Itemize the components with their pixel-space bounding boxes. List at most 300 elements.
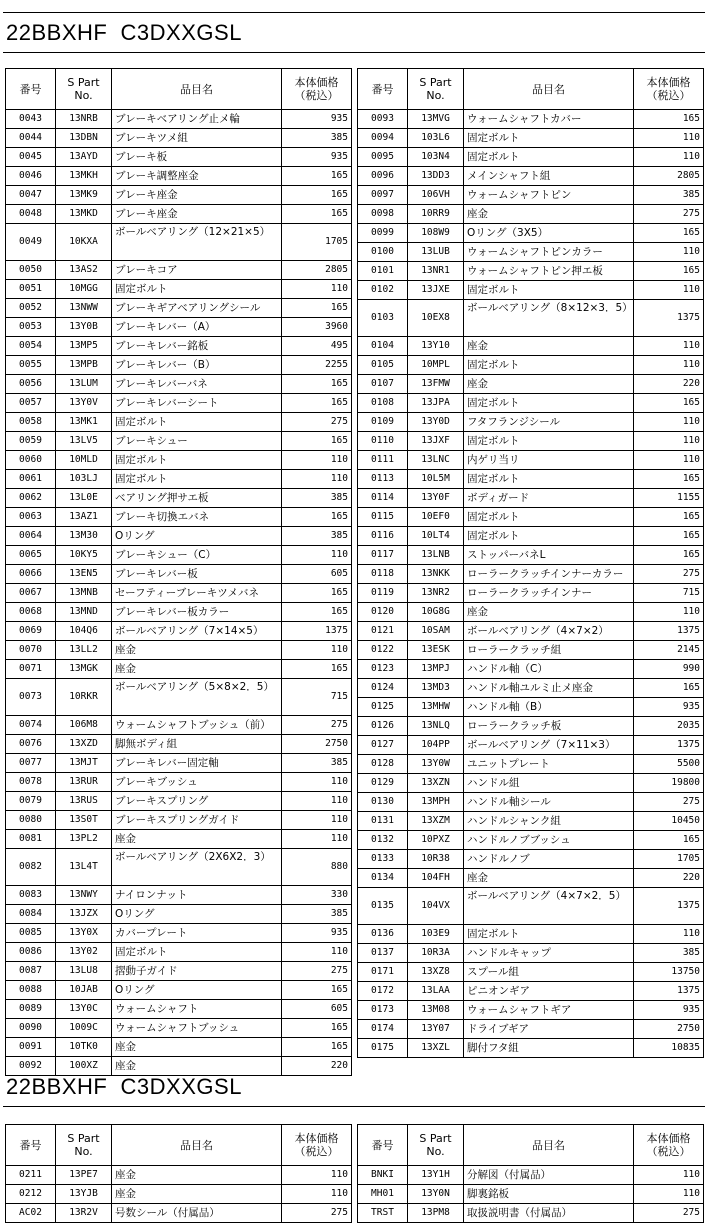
row-number: 0174 [358,1020,408,1039]
table-row [6,508,352,527]
table-row [6,148,352,167]
row-price: 2750 [282,735,352,754]
row-number: 0113 [358,470,408,489]
row-number: 0103 [358,300,408,337]
table-row [6,1038,352,1057]
row-part-no: 13PM8 [408,1204,464,1223]
row-item-name: Oリング [112,905,282,924]
row-part-no: 13YJB [56,1185,112,1204]
row-number: 0105 [358,356,408,375]
row-price: 2750 [634,1020,704,1039]
row-price: 165 [282,205,352,224]
row-number: 0043 [6,110,56,129]
table-row [358,869,704,888]
row-item-name: ボールベアリング（4×7×2．5） [464,888,634,925]
row-price: 935 [282,110,352,129]
row-part-no: 13RUR [56,773,112,792]
row-item-name: カバープレート [112,924,282,943]
row-number: 0073 [6,679,56,716]
row-price: 165 [282,167,352,186]
row-price: 110 [634,337,704,356]
row-price: 2035 [634,717,704,736]
row-part-no: 13NWW [56,299,112,318]
row-price: 110 [634,1166,704,1185]
row-part-no: 13NKK [408,565,464,584]
row-item-name: 内ゲリ当リ [464,451,634,470]
row-number: 0051 [6,280,56,299]
table-row [358,831,704,850]
row-price: 165 [634,262,704,281]
section-title: 22BBXHF C3DXXGSL [6,1074,242,1099]
row-item-name: 座金 [464,205,634,224]
row-number: 0089 [6,1000,56,1019]
row-number: 0125 [358,698,408,717]
row-item-name: ボールベアリング（8×12×3．5） [464,300,634,337]
row-number: 0102 [358,281,408,300]
row-price: 5500 [634,755,704,774]
row-part-no: 13Y0N [408,1185,464,1204]
row-price: 275 [634,205,704,224]
table-row [358,925,704,944]
row-part-no: 13FMW [408,375,464,394]
table-row [358,774,704,793]
row-price: 2255 [282,356,352,375]
row-part-no: 13EN5 [56,565,112,584]
row-part-no: 13XZL [408,1039,464,1058]
row-part-no: 13Y1H [408,1166,464,1185]
table-row [6,584,352,603]
row-number: 0131 [358,812,408,831]
row-price: 165 [282,1038,352,1057]
table-row [6,773,352,792]
row-item-name: 座金 [464,603,634,622]
row-number: 0093 [358,110,408,129]
row-part-no: 13L0E [56,489,112,508]
row-item-name: 固定ボルト [112,470,282,489]
row-price: 165 [282,584,352,603]
table-row [358,565,704,584]
row-price: 275 [634,565,704,584]
row-price: 110 [634,603,704,622]
row-number: 0078 [6,773,56,792]
row-part-no: 13Y0C [56,1000,112,1019]
row-item-name: ハンドル軸ユルミ止メ座金 [464,679,634,698]
row-part-no: 13R2V [56,1204,112,1223]
row-part-no: 13LNC [408,451,464,470]
table-row [6,413,352,432]
table-row [358,224,704,243]
row-part-no: 13LV5 [56,432,112,451]
table-row [358,432,704,451]
row-price: 715 [282,679,352,716]
row-number: 0097 [358,186,408,205]
row-part-no: 106M8 [56,716,112,735]
row-part-no: 10KXA [56,224,112,261]
row-item-name: 分解図（付属品） [464,1166,634,1185]
row-price: 165 [634,470,704,489]
row-number: 0129 [358,774,408,793]
row-part-no: 13DD3 [408,167,464,186]
row-part-no: 13NLQ [408,717,464,736]
row-part-no: 13NRB [56,110,112,129]
row-item-name: ベアリング押サエ板 [112,489,282,508]
row-price: 165 [634,831,704,850]
row-item-name: 座金 [112,1166,282,1185]
table-row [6,830,352,849]
row-price: 275 [282,413,352,432]
row-part-no: 13Y10 [408,337,464,356]
row-part-no: 13JZX [56,905,112,924]
table-row [358,717,704,736]
row-price: 935 [634,698,704,717]
row-item-name: ローラークラッチインナー [464,584,634,603]
row-price: 2145 [634,641,704,660]
row-part-no: 13Y0W [408,755,464,774]
row-part-no: 10PXZ [408,831,464,850]
row-part-no: 13XZD [56,735,112,754]
row-price: 165 [282,660,352,679]
table-row [358,944,704,963]
row-item-name: 固定ボルト [464,356,634,375]
row-part-no: 10R3A [408,944,464,963]
row-number: 0118 [358,565,408,584]
row-part-no: 13JXE [408,281,464,300]
row-item-name: ブレーキレバーシート [112,394,282,413]
row-item-name: ブレーキレバーバネ [112,375,282,394]
row-item-name: ウォームシャフトブッシュ（前） [112,716,282,735]
table-row [358,963,704,982]
table-row [358,1001,704,1020]
row-part-no: 13NR2 [408,584,464,603]
row-number: 0059 [6,432,56,451]
row-item-name: ハンドル軸シール [464,793,634,812]
table-row [358,622,704,641]
row-price: 275 [282,1204,352,1223]
row-part-no: 13Y0B [56,318,112,337]
header-part-no: S Part No. [56,69,112,110]
row-price: 2805 [282,261,352,280]
row-price: 110 [282,546,352,565]
title-rule [3,52,705,53]
row-item-name: ハンドルノブブッシュ [464,831,634,850]
row-price: 110 [282,792,352,811]
row-part-no: 103E9 [408,925,464,944]
row-number: 0116 [358,527,408,546]
row-price: 110 [282,451,352,470]
row-part-no: 10G8G [408,603,464,622]
row-item-name: ハンドルノブ [464,850,634,869]
table-row [6,394,352,413]
row-item-name: ブレーキレバー銘板 [112,337,282,356]
row-part-no: 13Y07 [408,1020,464,1039]
row-item-name: 号数シール（付属品） [112,1204,282,1223]
row-part-no: 104PP [408,736,464,755]
table-row [358,262,704,281]
row-price: 275 [634,793,704,812]
row-item-name: ブレーキツメ組 [112,129,282,148]
header-price: 本体価格 （税込） [282,1125,352,1166]
table-row [6,754,352,773]
table-row [6,1057,352,1076]
row-part-no: 13MKH [56,167,112,186]
row-part-no: 10MGG [56,280,112,299]
row-part-no: 13MVG [408,110,464,129]
row-number: 0077 [6,754,56,773]
table-header-row [358,69,704,110]
row-price: 165 [282,508,352,527]
row-number: 0123 [358,660,408,679]
row-price: 1375 [634,982,704,1001]
row-number: 0099 [358,224,408,243]
row-price: 110 [634,243,704,262]
row-number: 0062 [6,489,56,508]
row-number: BNKI [358,1166,408,1185]
row-item-name: ブレーキコア [112,261,282,280]
table-row [6,962,352,981]
table-row [358,584,704,603]
row-number: 0109 [358,413,408,432]
table-row [358,1020,704,1039]
row-number: 0081 [6,830,56,849]
header-price: 本体価格 （税込） [282,69,352,110]
row-part-no: 13LU8 [56,962,112,981]
row-item-name: 座金 [464,337,634,356]
table-row [6,1166,352,1185]
row-number: 0132 [358,831,408,850]
row-number: 0086 [6,943,56,962]
row-part-no: 13Y0F [408,489,464,508]
row-price: 10835 [634,1039,704,1058]
header-price: 本体価格 （税込） [634,69,704,110]
row-number: 0053 [6,318,56,337]
row-number: 0064 [6,527,56,546]
table-row [6,641,352,660]
row-item-name: 脚裏銘板 [464,1185,634,1204]
row-price: 110 [282,830,352,849]
row-number: 0212 [6,1185,56,1204]
row-price: 990 [634,660,704,679]
row-part-no: 13MD3 [408,679,464,698]
row-price: 110 [282,1166,352,1185]
row-number: 0175 [358,1039,408,1058]
row-item-name: ストッパーバネL [464,546,634,565]
row-item-name: ボディガード [464,489,634,508]
row-part-no: 13MPH [408,793,464,812]
table-row [358,1166,704,1185]
row-price: 110 [282,280,352,299]
row-price: 605 [282,1000,352,1019]
table-row [358,281,704,300]
row-number: 0095 [358,148,408,167]
row-price: 165 [282,299,352,318]
table-row [358,755,704,774]
row-number: 0084 [6,905,56,924]
row-price: 1705 [634,850,704,869]
row-item-name: 固定ボルト [464,527,634,546]
header-number: 番号 [6,1125,56,1166]
row-price: 385 [282,489,352,508]
row-item-name: ボールベアリング（2X6X2．3） [112,849,282,886]
row-part-no: 13S0T [56,811,112,830]
row-part-no: 10EX8 [408,300,464,337]
row-item-name: ブレーキ板 [112,148,282,167]
table-row [358,1039,704,1058]
table-row [358,660,704,679]
row-number: 0048 [6,205,56,224]
table-row [6,679,352,716]
row-number: 0091 [6,1038,56,1057]
row-number: 0080 [6,811,56,830]
table-row [358,982,704,1001]
row-part-no: 108W9 [408,224,464,243]
table-row [358,1185,704,1204]
row-item-name: ハンドル組 [464,774,634,793]
row-number: 0088 [6,981,56,1000]
row-part-no: 1009C [56,1019,112,1038]
row-number: 0065 [6,546,56,565]
row-number: 0046 [6,167,56,186]
table-row [6,905,352,924]
row-item-name: ブレーキブッシュ [112,773,282,792]
row-number: 0136 [358,925,408,944]
row-number: 0119 [358,584,408,603]
row-price: 110 [634,1185,704,1204]
row-item-name: ピニオンギア [464,982,634,1001]
row-item-name: ブレーキシュー（C） [112,546,282,565]
row-item-name: 固定ボルト [464,470,634,489]
row-number: 0171 [358,963,408,982]
row-item-name: 座金 [464,375,634,394]
table-row [6,110,352,129]
row-part-no: 10KY5 [56,546,112,565]
row-part-no: 13LAA [408,982,464,1001]
row-number: 0071 [6,660,56,679]
row-part-no: 13LL2 [56,641,112,660]
row-price: 385 [282,754,352,773]
row-number: 0124 [358,679,408,698]
row-number: 0115 [358,508,408,527]
row-item-name: 固定ボルト [112,413,282,432]
row-part-no: 103LJ [56,470,112,489]
table-row [358,337,704,356]
table-header-row [6,69,352,110]
row-price: 110 [282,1185,352,1204]
table-row [6,1185,352,1204]
row-item-name: ボールベアリング（4×7×2） [464,622,634,641]
row-price: 275 [282,716,352,735]
table-row [358,451,704,470]
row-number: 0049 [6,224,56,261]
row-item-name: ローラークラッチ板 [464,717,634,736]
row-number: 0074 [6,716,56,735]
table-row [6,451,352,470]
table-row [6,886,352,905]
table-row [6,356,352,375]
row-item-name: ボールベアリング（7×14×5） [112,622,282,641]
row-item-name: 固定ボルト [464,508,634,527]
row-number: 0047 [6,186,56,205]
header-number: 番号 [358,69,408,110]
row-price: 935 [282,924,352,943]
row-item-name: 座金 [112,641,282,660]
table-row [6,318,352,337]
row-price: 165 [634,679,704,698]
row-number: 0117 [358,546,408,565]
row-number: MH01 [358,1185,408,1204]
row-number: 0127 [358,736,408,755]
row-item-name: 脚無ボディ組 [112,735,282,754]
row-price: 165 [282,186,352,205]
row-part-no: 13M30 [56,527,112,546]
row-price: 165 [634,527,704,546]
row-number: 0094 [358,129,408,148]
row-number: 0107 [358,375,408,394]
row-part-no: 13MGK [56,660,112,679]
row-price: 19800 [634,774,704,793]
table-row [358,470,704,489]
row-item-name: ブレーキスプリング [112,792,282,811]
table-header-row [6,1125,352,1166]
row-part-no: 13ESK [408,641,464,660]
row-price: 275 [282,962,352,981]
row-part-no: 13NWY [56,886,112,905]
row-price: 1705 [282,224,352,261]
row-part-no: 106VH [408,186,464,205]
row-number: 0111 [358,451,408,470]
header-item-name: 品目名 [112,69,282,110]
header-item-name: 品目名 [112,1125,282,1166]
table-row [6,622,352,641]
row-number: 0083 [6,886,56,905]
row-part-no: 13LNB [408,546,464,565]
row-part-no: 13AZ1 [56,508,112,527]
row-number: 0060 [6,451,56,470]
row-item-name: ブレーキ座金 [112,205,282,224]
title-rule [3,1106,705,1107]
row-price: 165 [634,394,704,413]
row-price: 165 [282,603,352,622]
table-row [6,261,352,280]
row-part-no: 103N4 [408,148,464,167]
row-number: 0120 [358,603,408,622]
row-number: AC02 [6,1204,56,1223]
row-price: 385 [634,944,704,963]
row-part-no: 10LT4 [408,527,464,546]
row-item-name: ボールベアリング（7×11×3） [464,736,634,755]
row-price: 1375 [634,888,704,925]
table-row [6,849,352,886]
row-price: 220 [634,869,704,888]
table-row [6,337,352,356]
row-price: 935 [634,1001,704,1020]
row-item-name: 座金 [112,830,282,849]
row-part-no: 13Y02 [56,943,112,962]
row-part-no: 10MPL [408,356,464,375]
row-item-name: 座金 [112,1185,282,1204]
table-row [358,527,704,546]
table-row [358,110,704,129]
section-title: 22BBXHF C3DXXGSL [6,20,242,45]
table-row [6,660,352,679]
row-part-no: 10EF0 [408,508,464,527]
row-number: 0058 [6,413,56,432]
row-number: 0211 [6,1166,56,1185]
row-price: 1375 [282,622,352,641]
row-price: 220 [282,1057,352,1076]
row-item-name: Oリング（3X5） [464,224,634,243]
row-price: 165 [634,508,704,527]
row-number: 0100 [358,243,408,262]
